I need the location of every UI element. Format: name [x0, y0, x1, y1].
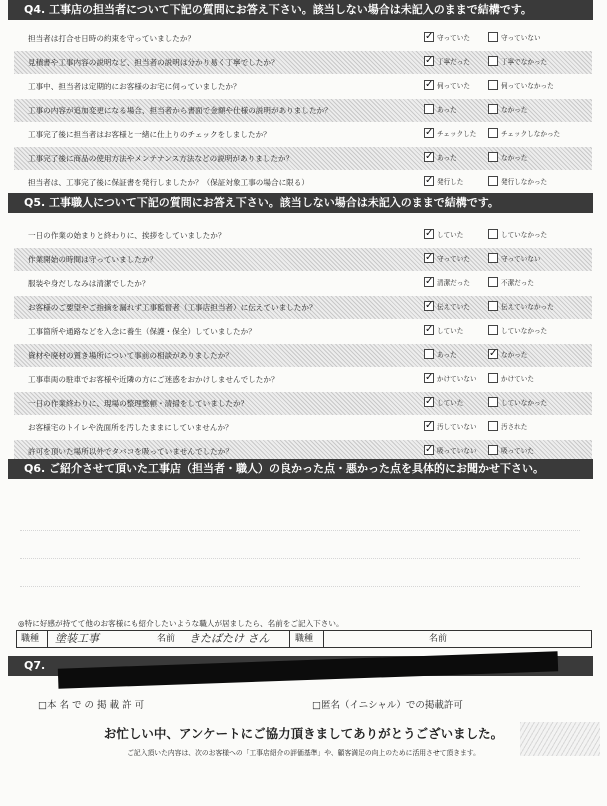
answer-option-yes[interactable] — [424, 147, 457, 170]
checkbox[interactable] — [488, 32, 498, 42]
survey-row — [14, 392, 592, 415]
craft-label-2: 職種 — [295, 634, 314, 644]
answer-option-yes[interactable] — [424, 171, 463, 194]
permit-initial-option[interactable]: □匿名（イニシャル）での掲載許可 — [312, 700, 463, 711]
answer-option-yes[interactable] — [424, 416, 477, 439]
answer-option-no[interactable] — [488, 224, 547, 247]
q6-header: Q6. ご紹介させて頂いた工事店（担当者・職人）の良かった点・悪かった点を具体的にお聞かせ下さい。 — [8, 459, 593, 479]
answer-line — [20, 586, 580, 587]
question-text: 許可を頂いた場所以外でタバコを吸っていませんでしたか？ — [28, 447, 233, 456]
answer-option-yes[interactable] — [424, 392, 463, 415]
option-label: 伝えていなかった — [501, 303, 554, 311]
checkbox[interactable] — [424, 349, 434, 359]
craft-label: 職種 — [21, 634, 40, 644]
option-label: していなかった — [501, 231, 548, 239]
checkbox[interactable] — [488, 80, 498, 90]
footnote: ご記入頂いた内容は、次のお客様への「工事店紹介の評価基準」や、顧客満足の向上のために活用させて頂きます。 — [127, 749, 480, 757]
craft-value[interactable]: 塗装工事 — [55, 632, 99, 645]
answer-option-no[interactable] — [488, 27, 541, 50]
name-label-2: 名前 — [429, 634, 448, 644]
question-text: お客様のご要望やご指摘を漏れず工事監督者（工事店担当者）に伝えていましたか？ — [28, 303, 317, 312]
question-text: 工事の内容が追加変更になる場合、担当者から書面で金額や仕様の説明がありましたか？ — [28, 106, 332, 115]
checkbox-checked[interactable]: ✓ — [425, 228, 434, 239]
answer-option-no[interactable] — [488, 171, 547, 194]
answer-option-no[interactable] — [488, 75, 554, 98]
checkbox-checked[interactable]: ✓ — [425, 276, 434, 287]
divider — [289, 631, 290, 647]
checkbox[interactable] — [488, 152, 498, 162]
checkbox[interactable] — [488, 56, 498, 66]
option-label: 汚された — [501, 423, 528, 431]
option-label: なかった — [501, 351, 528, 359]
option-label: かけていない — [437, 375, 477, 383]
survey-row — [14, 75, 592, 98]
option-label: なかった — [501, 154, 528, 162]
checkbox-checked[interactable]: ✓ — [425, 252, 434, 263]
survey-row — [14, 368, 592, 391]
option-label: あった — [437, 351, 457, 359]
survey-row — [14, 123, 592, 146]
checkbox[interactable] — [488, 397, 498, 407]
option-label: 守っていない — [501, 255, 541, 263]
option-label: 守っていた — [437, 34, 470, 42]
survey-row — [14, 248, 592, 271]
recommend-instructions: ◎特に好感が持てて他のお客様にも紹介したいような職人が居ましたら、名前をご記入下さい。 — [18, 619, 344, 628]
checkbox[interactable] — [488, 229, 498, 239]
answer-option-yes[interactable] — [424, 320, 463, 343]
survey-row — [14, 171, 592, 194]
option-label: 守っていた — [437, 255, 470, 263]
checkbox-checked[interactable]: ✓ — [425, 175, 434, 186]
answer-option-yes[interactable] — [424, 75, 470, 98]
survey-row — [14, 99, 592, 122]
checkbox-checked[interactable]: ✓ — [425, 396, 434, 407]
option-label: あった — [437, 154, 457, 162]
question-text: 作業開始の時間は守っていましたか？ — [28, 255, 158, 264]
option-label: 汚していない — [437, 423, 477, 431]
option-label: 伝えていた — [437, 303, 470, 311]
checkbox[interactable] — [488, 128, 498, 138]
survey-row — [14, 296, 592, 319]
survey-row — [14, 27, 592, 50]
option-label: 吸っていた — [501, 447, 534, 455]
answer-option-no[interactable] — [488, 416, 527, 439]
checkbox[interactable] — [488, 373, 498, 383]
option-label: なかった — [501, 106, 528, 114]
survey-row — [14, 51, 592, 74]
survey-row — [14, 272, 592, 295]
checkbox[interactable] — [488, 445, 498, 455]
answer-option-no[interactable] — [488, 368, 534, 391]
answer-option-no[interactable] — [488, 272, 534, 295]
q4-header: Q4. 工事店の担当者について下記の質問にお答え下さい。該当しない場合は未記入のままで結構です。 — [8, 0, 593, 20]
option-label: していなかった — [501, 327, 548, 335]
checkbox[interactable] — [424, 104, 434, 114]
answer-option-yes[interactable] — [424, 368, 477, 391]
option-label: 守っていない — [501, 34, 541, 42]
option-label: 清潔だった — [437, 279, 470, 287]
answer-option-no[interactable] — [488, 344, 527, 367]
answer-option-yes[interactable] — [424, 99, 457, 122]
option-label: していた — [437, 327, 464, 335]
answer-option-yes[interactable] — [424, 296, 470, 319]
question-text: 担当者は、工事完了後に保証書を発行しましたか？（保証対象工事の場合に限る） — [28, 178, 309, 187]
option-label: あった — [437, 106, 457, 114]
checkbox-checked[interactable]: ✓ — [425, 444, 434, 455]
checkbox[interactable] — [488, 104, 498, 114]
answer-option-yes[interactable] — [424, 51, 470, 74]
question-text: 担当者は打合せ日時の約束を守っていましたか？ — [28, 34, 196, 43]
option-label: チェックした — [437, 130, 477, 138]
checkbox[interactable] — [488, 421, 498, 431]
checkbox-checked[interactable]: ✓ — [425, 127, 434, 138]
checkbox-checked[interactable]: ✓ — [425, 151, 434, 162]
answer-option-yes[interactable] — [424, 123, 476, 146]
question-text: 一日の作業の始まりと終わりに、挨拶をしていましたか？ — [28, 231, 226, 240]
option-label: していた — [437, 231, 464, 239]
answer-option-yes[interactable] — [424, 224, 463, 247]
thanks-message: お忙しい中、アンケートにご協力頂きましてありがとうございました。 — [103, 726, 504, 741]
answer-option-yes[interactable] — [424, 344, 457, 367]
checkbox[interactable] — [488, 277, 498, 287]
answer-option-no[interactable] — [488, 99, 527, 122]
question-text: 工事中、担当者は定期的にお客様のお宅に伺っていましたか？ — [28, 82, 241, 91]
answer-option-no[interactable] — [488, 123, 560, 146]
answer-line — [20, 558, 580, 559]
permit-real-name-option[interactable]: □本 名 で の 掲 載 許 可 — [38, 700, 145, 711]
checkbox-checked[interactable]: ✓ — [425, 300, 434, 311]
option-label: 吸っていない — [437, 447, 477, 455]
survey-row — [14, 147, 592, 170]
survey-row — [14, 224, 592, 247]
checkbox[interactable] — [488, 325, 498, 335]
option-label: チェックしなかった — [501, 130, 561, 138]
option-label: 丁寧でなかった — [501, 58, 548, 66]
answer-option-no[interactable] — [488, 296, 554, 319]
option-label: 不潔だった — [501, 279, 534, 287]
answer-option-no[interactable] — [488, 248, 541, 271]
answer-option-no[interactable] — [488, 147, 527, 170]
checkbox-checked[interactable]: ✓ — [425, 324, 434, 335]
question-text: 一日の作業終わりに、現場の整理整頓・清掃をしていましたか？ — [28, 399, 249, 408]
answer-option-no[interactable] — [488, 320, 547, 343]
question-text: 工事完了後に商品の使用方法やメンテナンス方法などの説明がありましたか？ — [28, 154, 294, 163]
option-label: していた — [437, 399, 464, 407]
answer-option-yes[interactable] — [424, 27, 470, 50]
option-label: 伺っていた — [437, 82, 470, 90]
option-label: 発行した — [437, 178, 464, 186]
option-label: 丁寧だった — [437, 58, 470, 66]
option-label: かけていた — [501, 375, 534, 383]
answer-option-yes[interactable] — [424, 248, 470, 271]
option-label: 伺っていなかった — [501, 82, 554, 90]
checkbox[interactable] — [488, 301, 498, 311]
answer-option-no[interactable] — [488, 392, 547, 415]
answer-line — [20, 530, 580, 531]
survey-row — [14, 416, 592, 439]
checkbox[interactable] — [488, 176, 498, 186]
q7-header: Q7. — [8, 656, 593, 676]
question-text: 見積書や工事内容の説明など、担当者の説明は分かり易く丁寧でしたか？ — [28, 58, 279, 67]
option-label: していなかった — [501, 399, 548, 407]
survey-row — [14, 344, 592, 367]
answer-option-yes[interactable] — [424, 272, 470, 295]
question-text: 資材や廃材の置き場所について事前の相談がありましたか？ — [28, 351, 233, 360]
question-text: 工事完了後に担当者はお客様と一緒に仕上りのチェックをしましたか？ — [28, 130, 271, 139]
checkbox-checked[interactable]: ✓ — [425, 420, 434, 431]
checkbox[interactable] — [488, 253, 498, 263]
checkbox-checked[interactable]: ✓ — [425, 372, 434, 383]
question-text: 工事車両の駐車でお客様や近隣の方にご迷惑をおかけしませんでしたか？ — [28, 375, 279, 384]
divider — [47, 631, 48, 647]
name-value[interactable]: きたばたけ さん — [189, 632, 270, 645]
recommend-table — [16, 630, 592, 648]
question-text: お客様宅のトイレや洗面所を汚したままにしていませんか？ — [28, 423, 233, 432]
checkbox-checked[interactable]: ✓ — [425, 31, 434, 42]
checkbox-checked[interactable]: ✓ — [425, 55, 434, 66]
question-text: 服装や身だしなみは清潔でしたか？ — [28, 279, 150, 288]
checkbox-checked[interactable]: ✓ — [425, 79, 434, 90]
checkbox-checked[interactable]: ✓ — [489, 348, 498, 359]
divider — [323, 631, 324, 647]
answer-option-no[interactable] — [488, 51, 547, 74]
option-label: 発行しなかった — [501, 178, 548, 186]
question-text: 工事箇所や通路などを入念に養生（保護・保全）していましたか？ — [28, 327, 256, 336]
q5-header: Q5. 工事職人について下記の質問にお答え下さい。該当しない場合は未記入のままで結構です。 — [8, 193, 593, 213]
survey-row — [14, 320, 592, 343]
name-label: 名前 — [157, 634, 176, 644]
